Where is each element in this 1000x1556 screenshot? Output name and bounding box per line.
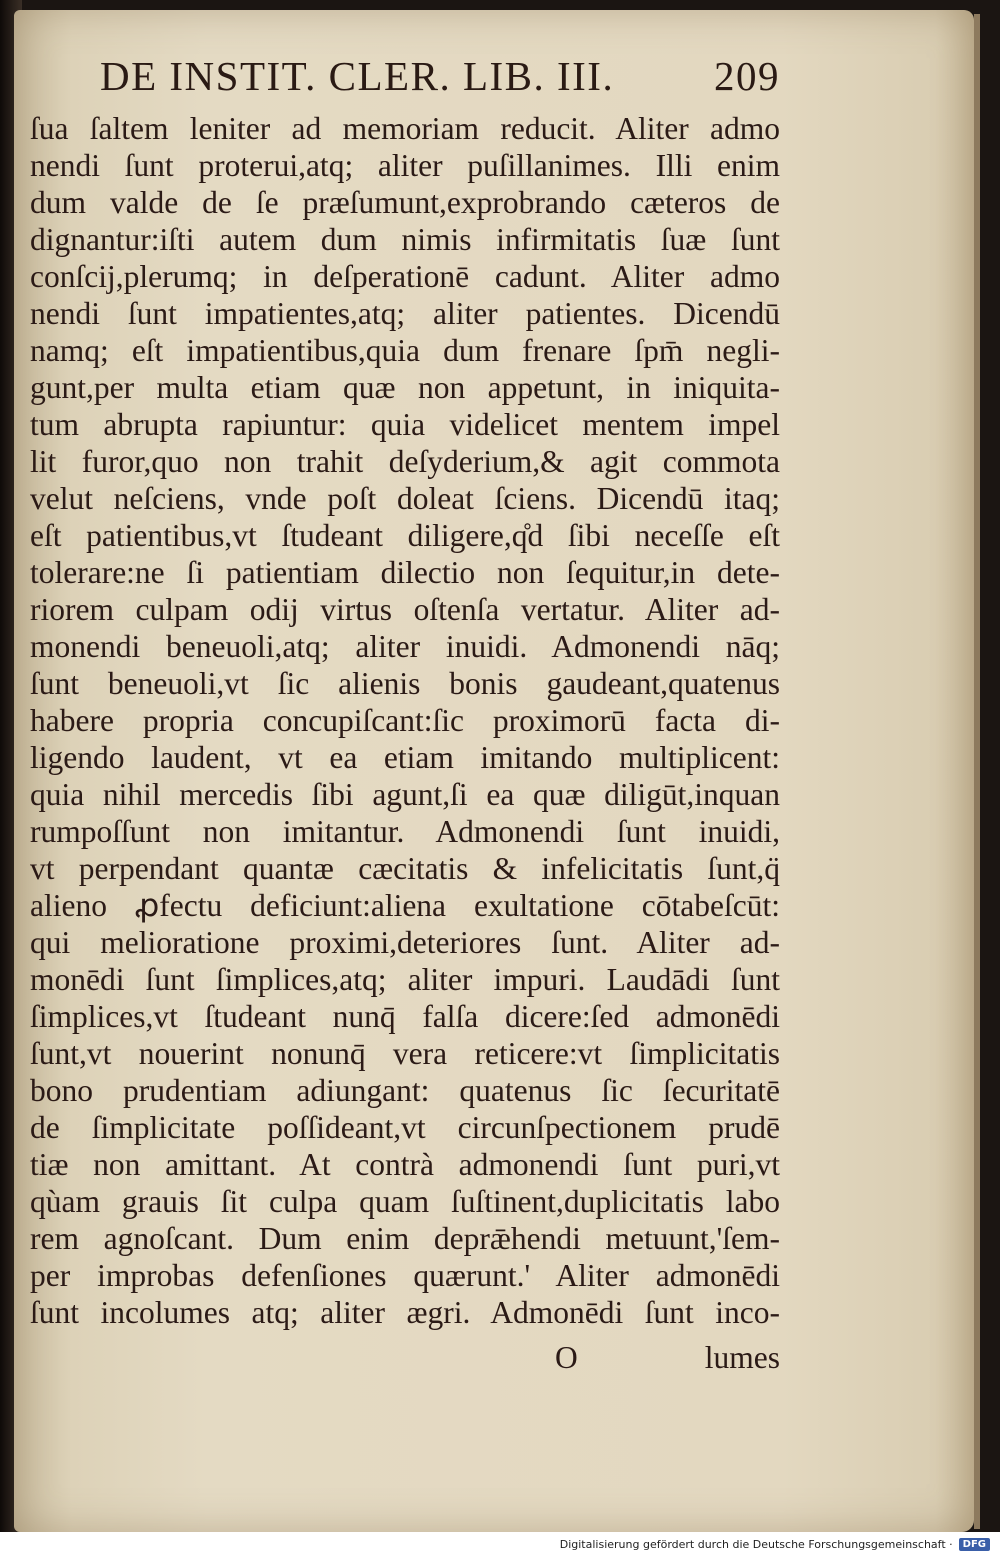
page-number: 209 <box>714 53 780 99</box>
page-edge <box>974 14 980 1529</box>
text-line: alieno ꝓfectu deficiunt:aliena exultatione cōtabeſcūt: <box>30 888 780 923</box>
catchword: lumes <box>704 1340 780 1375</box>
text-line: ſunt,vt nouerint nonunq̄ vera reticere:vt ſimplicitatis <box>30 1036 780 1071</box>
text-line: ligendo laudent, vt ea etiam imitando multiplicent: <box>30 740 780 775</box>
text-line: ſunt incolumes atq; aliter ægri. Admonēdi ſunt inco- <box>30 1295 780 1330</box>
text-line: nendi ſunt proterui,atq; aliter puſillanimes. Illi enim <box>30 148 780 183</box>
signature-mark: O <box>555 1340 578 1375</box>
running-head <box>100 48 780 104</box>
body-text <box>30 110 780 1331</box>
text-line: vt perpendant quantæ cæcitatis & infelicitatis ſunt,q̈ <box>30 851 780 886</box>
footer-credit: Digitalisierung gefördert durch die Deutsche Forschungsgemeinschaft · <box>559 1537 953 1551</box>
text-line: ſua ſaltem leniter ad memoriam reducit. Aliter admo <box>30 111 780 146</box>
text-line: ſimplices,vt ſtudeant nunq̄ falſa dicere:ſed admonēdi <box>30 999 780 1034</box>
text-line: tiæ non amittant. At contrà admonendi ſunt puri,vt <box>30 1147 780 1182</box>
text-line: nendi ſunt impatientes,atq; aliter patientes. Dicendū <box>30 296 780 331</box>
text-line: ſunt beneuoli,vt ſic alienis bonis gaudeant,quatenus <box>30 666 780 701</box>
text-line: rem agnoſcant. Dum enim deprǣhendi metuunt,'ſem- <box>30 1221 780 1256</box>
text-line: habere propria concupiſcant:ſic proximorū facta di- <box>30 703 780 738</box>
text-line: bono prudentiam adiungant: quatenus ſic ſecuritatē <box>30 1073 780 1108</box>
text-line: per improbas defenſiones quærunt.' Aliter admonēdi <box>30 1258 780 1293</box>
text-line: qùam grauis ſit culpa quam ſuſtinent,duplicitatis labo <box>30 1184 780 1219</box>
text-line: monēdi ſunt ſimplices,atq; aliter impuri. Laudādi ſunt <box>30 962 780 997</box>
text-line: lit furor,quo non trahit deſyderium,& agit commota <box>30 444 780 479</box>
text-line: tum abrupta rapiuntur: quia videlicet mentem impel <box>30 407 780 442</box>
text-line: riorem culpam odij virtus oſtenſa vertatur. Aliter ad- <box>30 592 780 627</box>
dfg-logo: DFG <box>959 1538 990 1551</box>
text-line: tolerare:ne ſi patientiam dilectio non ſequitur,in dete- <box>30 555 780 590</box>
text-line: rumpoſſunt non imitantur. Admonendi ſunt inuidi, <box>30 814 780 849</box>
catchword-line <box>555 1338 780 1378</box>
text-line: quia nihil mercedis ſibi agunt,ſi ea quæ diligūt,inquan <box>30 777 780 812</box>
text-line: dignantur:iſti autem dum nimis infirmitatis ſuæ ſunt <box>30 222 780 257</box>
text-line: de ſimplicitate poſſideant,vt circunſpectionem prudē <box>30 1110 780 1145</box>
running-head-title: DE INSTIT. CLER. LIB. III. <box>100 53 615 99</box>
digitization-footer <box>0 1532 1000 1556</box>
text-line: velut neſciens, vnde poſt doleat ſciens. Dicendū itaq; <box>30 481 780 516</box>
text-line: conſcij,plerumq; in deſperationē cadunt. Aliter admo <box>30 259 780 294</box>
text-line: namq; eſt impatientibus,quia dum frenare ſpm̄ negli- <box>30 333 780 368</box>
text-line: monendi beneuoli,atq; aliter inuidi. Admonendi nāq; <box>30 629 780 664</box>
text-line: gunt,per multa etiam quæ non appetunt, in iniquita- <box>30 370 780 405</box>
text-line: eſt patientibus,vt ſtudeant diligere,q̊d ſibi neceſſe eſt <box>30 518 780 553</box>
text-line: qui melioratione proximi,deteriores ſunt. Aliter ad- <box>30 925 780 960</box>
text-line: dum valde de ſe præſumunt,exprobrando cæteros de <box>30 185 780 220</box>
